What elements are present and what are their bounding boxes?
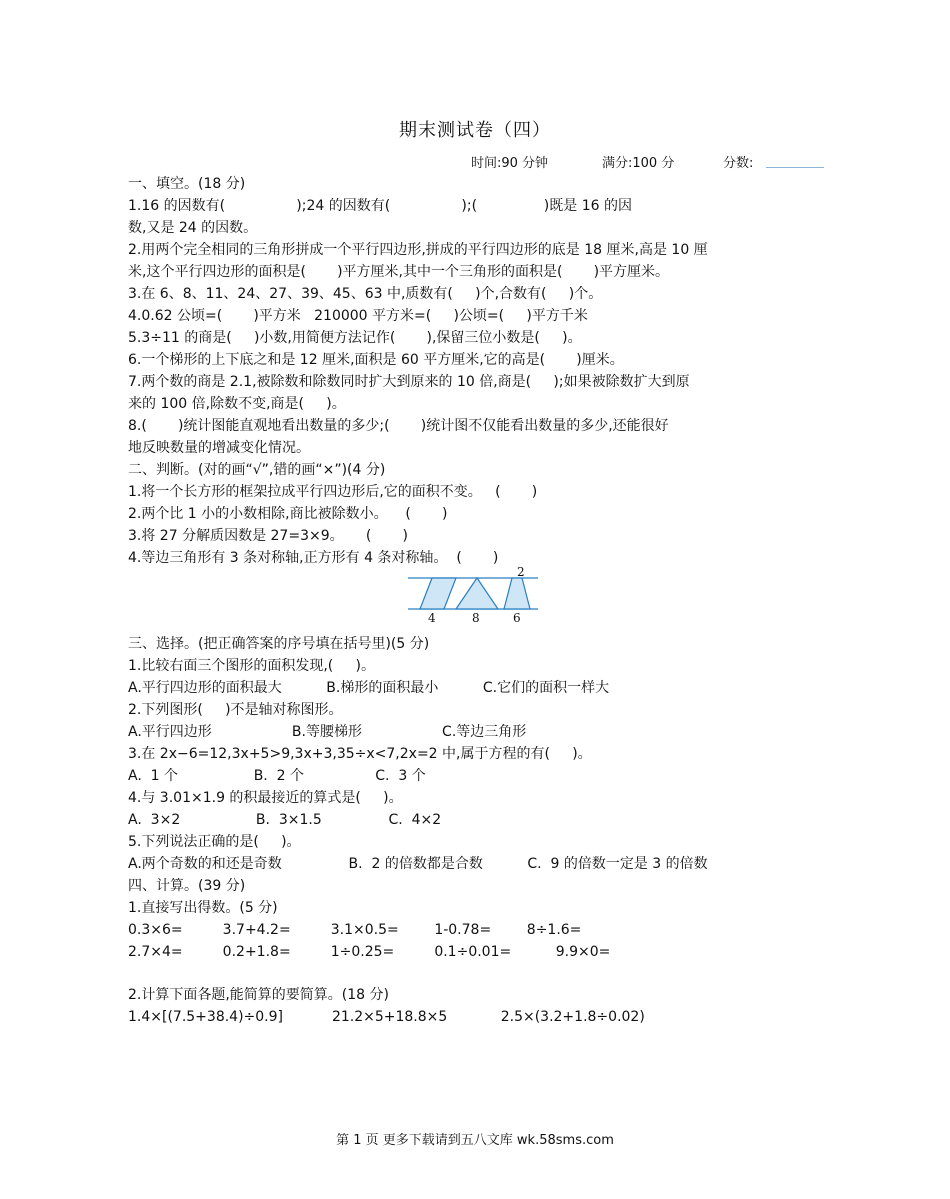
question-line: 8.( )统计图能直观地看出数量的多少;( )统计图不仅能看出数量的多少,还能很好 [128, 418, 669, 434]
section-heading: 二、判断。(对的画“√”,错的画“×”)(4 分) [128, 462, 386, 478]
answer-options: A. 3×2 B. 3×1.5 C. 4×2 [128, 812, 442, 828]
question-line: 3.在 6、8、11、24、27、39、45、63 中,质数有( )个,合数有( )个。 [128, 286, 603, 302]
question-line: 1.16 的因数有( );24 的因数有( );( )既是 16 的因 [128, 198, 632, 214]
full-score-label: 满分:100 分 [602, 156, 675, 171]
section-heading: 三、选择。(把正确答案的序号填在括号里)(5 分) [128, 636, 430, 652]
question-line: 4.与 3.01×1.9 的积最接近的算式是( )。 [128, 790, 403, 806]
answer-options: A. 1 个 B. 2 个 C. 3 个 [128, 768, 426, 784]
question-line: 数,又是 24 的因数。 [128, 220, 258, 236]
time-label: 时间:90 分钟 [471, 156, 549, 171]
question-line: 3.将 27 分解质因数是 27=3×9。 ( ) [128, 528, 408, 544]
question-line: 3.在 2x−6=12,3x+5>9,3x+3,35÷x<7,2x=2 中,属于方程的有( )。 [128, 746, 592, 762]
question-line: 2.计算下面各题,能简算的要简算。(18 分) [128, 987, 389, 1003]
figure-label-bottom: 8 [472, 611, 480, 624]
figure-label-bottom: 6 [513, 611, 521, 624]
calc-row: 2.7×4= 0.2+1.8= 1÷0.25= 0.1÷0.01= 9.9×0= [128, 944, 611, 960]
score-label: 分数: [723, 156, 754, 171]
question-line: 地反映数量的增减变化情况。 [128, 440, 310, 456]
question-line: 2.下列图形( )不是轴对称图形。 [128, 702, 343, 718]
question-line: 1.将一个长方形的框架拉成平行四边形后,它的面积不变。 ( ) [128, 484, 538, 500]
question-line: 7.两个数的商是 2.1,被除数和除数同时扩大到原来的 10 倍,商是( );如果被除数扩大到原 [128, 374, 690, 390]
question-line: 4.0.62 公顷=( )平方米 210000 平方米=( )公顷=( )平方千米 [128, 308, 588, 324]
trapezoid-shape [504, 578, 530, 609]
area-figure [408, 566, 544, 624]
question-line: 2.两个比 1 小的小数相除,商比被除数小。 ( ) [128, 506, 448, 522]
section-heading: 一、填空。(18 分) [128, 176, 246, 192]
parallelogram-shape [420, 578, 456, 609]
triangle-shape [456, 578, 498, 609]
score-blank-line [766, 167, 824, 168]
figure-label-bottom: 4 [428, 611, 436, 624]
question-line: 6.一个梯形的上下底之和是 12 厘米,面积是 60 平方厘米,它的高是( )厘米。 [128, 352, 624, 368]
question-line: 4.等边三角形有 3 条对称轴,正方形有 4 条对称轴。 ( ) [128, 550, 499, 566]
section-heading: 四、计算。(39 分) [128, 878, 246, 894]
question-line: 1.比较右面三个图形的面积发现,( )。 [128, 658, 375, 674]
question-line: 2.用两个完全相同的三角形拼成一个平行四边形,拼成的平行四边形的底是 18 厘米,高是 10 厘 [128, 242, 708, 258]
page-title: 期末测试卷（四） [399, 120, 551, 141]
calc-row: 0.3×6= 3.7+4.2= 3.1×0.5= 1-0.78= 8÷1.6= [128, 922, 582, 938]
answer-options: A.平行四边形 B.等腰梯形 C.等边三角形 [128, 724, 527, 740]
page-footer: 第 1 页 更多下载请到五八文库 wk.58sms.com [336, 1133, 614, 1148]
calc-row: 1.4×[(7.5+38.4)÷0.9] 21.2×5+18.8×5 2.5×(3.2+1.8÷0.02) [128, 1009, 645, 1025]
question-line: 5.下列说法正确的是( )。 [128, 834, 301, 850]
question-line: 1.直接写出得数。(5 分) [128, 900, 278, 916]
question-line: 来的 100 倍,除数不变,商是( )。 [128, 396, 346, 412]
answer-options: A.两个奇数的和还是奇数 B. 2 的倍数都是合数 C. 9 的倍数一定是 3 的倍数 [128, 856, 708, 872]
figure-label-top: 2 [517, 566, 525, 579]
question-line: 5.3÷11 的商是( )小数,用简便方法记作( ),保留三位小数是( )。 [128, 330, 582, 346]
answer-options: A.平行四边形的面积最大 B.梯形的面积最小 C.它们的面积一样大 [128, 680, 610, 696]
question-line: 米,这个平行四边形的面积是( )平方厘米,其中一个三角形的面积是( )平方厘米。 [128, 264, 670, 280]
